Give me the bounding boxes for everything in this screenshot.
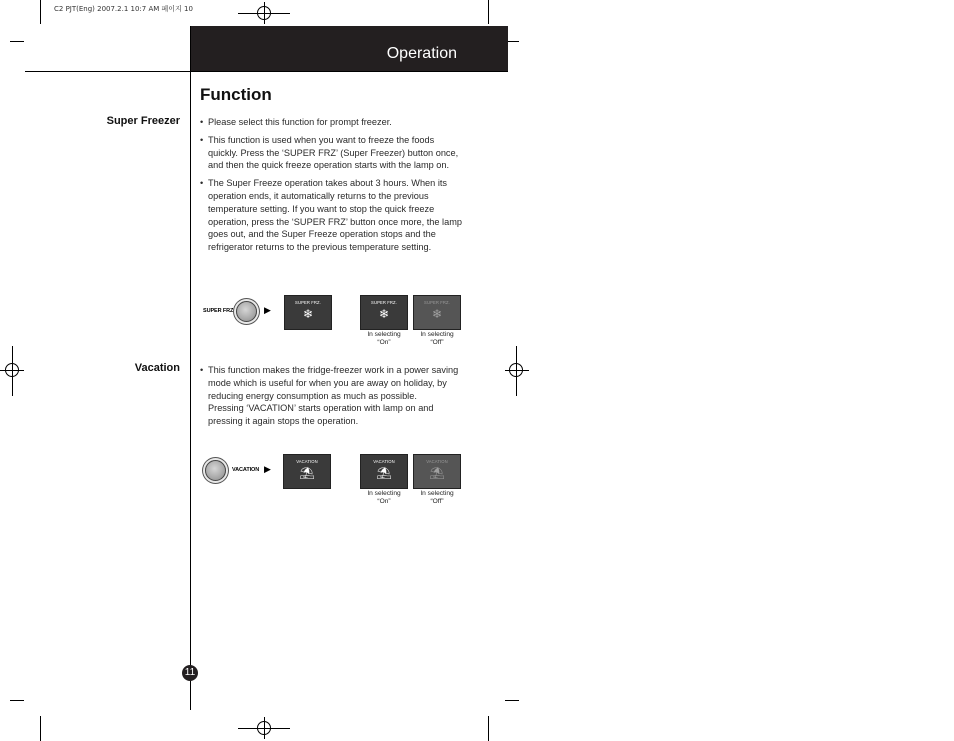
horizontal-rule: [25, 71, 508, 72]
vacation-text: [200, 364, 465, 428]
vacation-panel-on: [360, 454, 408, 489]
arrow-right-icon: ▶: [264, 305, 271, 315]
vacation-paragraph: Pressing ‘VACATION’ starts operation with lamp on and pressing it again stops the operation.: [208, 403, 434, 427]
beach-umbrella-icon: ⛱: [376, 466, 392, 480]
super-frz-panel-on: [360, 295, 408, 330]
arrow-right-icon: ▶: [264, 464, 271, 474]
caption-line: “On”: [377, 339, 391, 346]
panel-label: SUPER FRZ.: [371, 300, 397, 305]
panel-label: SUPER FRZ.: [424, 300, 450, 305]
section-header-tab: [191, 26, 508, 71]
caption-line: “Off”: [430, 339, 444, 346]
beach-umbrella-icon: ⛱: [429, 466, 445, 480]
caption-on: [354, 490, 414, 506]
caption-line: “Off”: [430, 498, 444, 505]
snowflake-icon: ❄: [378, 307, 390, 321]
caption-off: [407, 490, 467, 506]
super-frz-panel-off: [413, 295, 461, 330]
registration-mark: [257, 6, 271, 20]
crop-mark: [40, 0, 41, 24]
snowflake-icon: ❄: [431, 307, 443, 321]
caption-line: In selecting: [367, 331, 401, 338]
super-frz-button: [236, 301, 257, 322]
caption-on: [354, 331, 414, 347]
panel-label: VACATION: [296, 459, 318, 464]
bullet-item: • Please select this function for prompt freezer.: [200, 116, 465, 129]
vacation-button: [205, 460, 226, 481]
vacation-panel-off: [413, 454, 461, 489]
vacation-display-panel: [283, 454, 331, 489]
bullet-item: • The Super Freeze operation takes about 3 hours. When its operation ends, it automatically returns to the previous temperature setting. If you want to stop the quick freeze operation, press the ‘SUPER FRZ’ button once more, the lamp goes out, and the Super Freeze operation stops and the refrigerator returns to the previous temperature setting.: [200, 177, 465, 254]
page-title: Function: [200, 85, 272, 104]
caption-line: In selecting: [420, 490, 454, 497]
super-freezer-text: [200, 116, 465, 259]
crop-mark: [488, 716, 489, 741]
vacation-button-label: VACATION: [232, 467, 260, 473]
vertical-rule: [190, 26, 191, 710]
beach-umbrella-icon: ⛱: [299, 466, 315, 480]
vacation-heading: Vacation: [134, 362, 180, 374]
section-title: Operation: [386, 45, 457, 62]
print-metadata: C2 PJT(Eng) 2007.2.1 10:7 AM 페이지 10: [54, 5, 193, 13]
snowflake-icon: ❄: [302, 307, 314, 321]
bullet-item: • This function is used when you want to freeze the foods quickly. Press the ‘SUPER FRZ’ (Super Freezer) button once, and then the quick freeze operation starts with the lamp on.: [200, 134, 465, 172]
crop-mark: [10, 41, 24, 42]
crop-mark: [488, 0, 489, 24]
super-frz-display-panel: [284, 295, 332, 330]
registration-mark: [509, 363, 523, 377]
super-freezer-heading: Super Freezer: [106, 115, 180, 127]
crop-mark: [10, 700, 24, 701]
panel-label: VACATION: [426, 459, 448, 464]
caption-line: In selecting: [367, 490, 401, 497]
panel-label: SUPER FRZ.: [295, 300, 321, 305]
caption-line: In selecting: [420, 331, 454, 338]
caption-line: “On”: [377, 498, 391, 505]
caption-off: [407, 331, 467, 347]
crop-mark: [40, 716, 41, 741]
bullet-item: • This function makes the fridge-freezer work in a power saving mode which is useful for when you are away on holiday, by reducing energy consumption as much as possible.: [200, 364, 465, 402]
page-number: 11: [182, 665, 198, 681]
super-frz-button-label: SUPER FRZ.: [203, 308, 235, 314]
panel-label: VACATION: [373, 459, 395, 464]
crop-mark: [505, 700, 519, 701]
registration-mark: [257, 721, 271, 735]
